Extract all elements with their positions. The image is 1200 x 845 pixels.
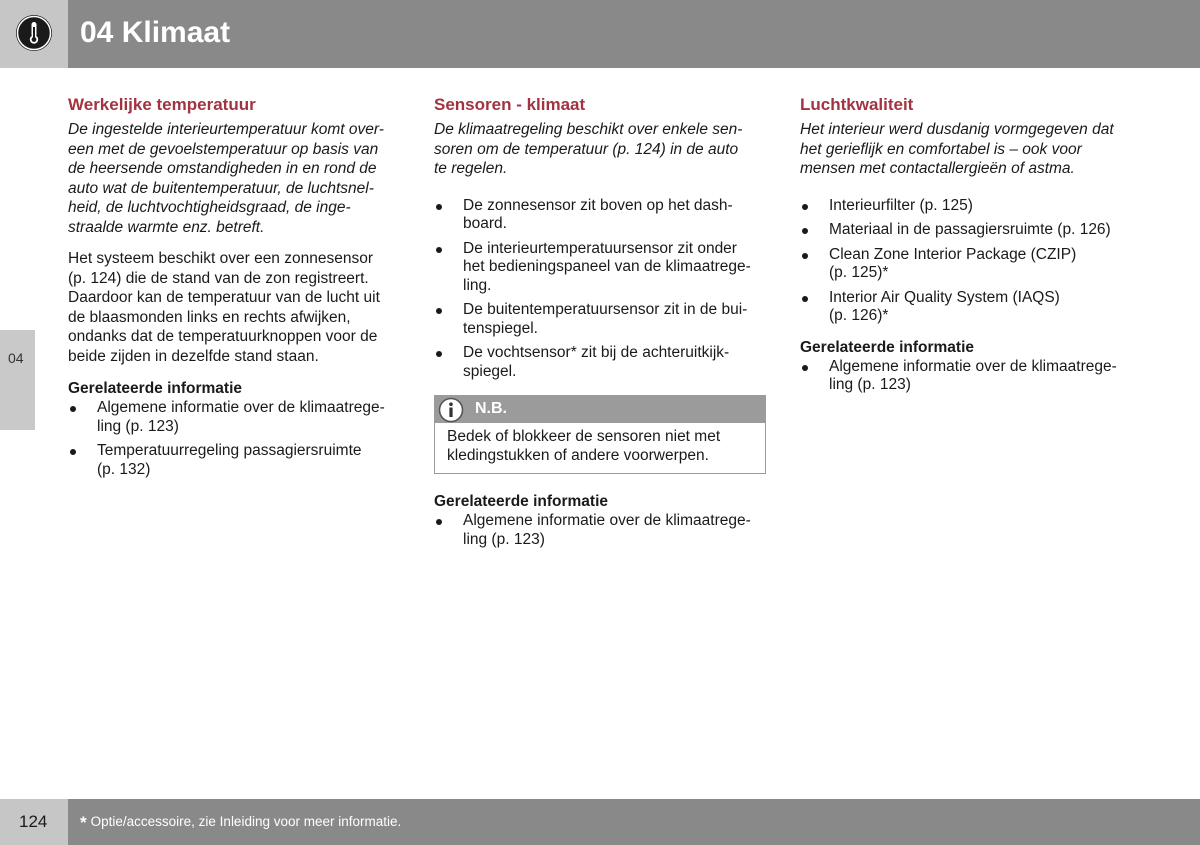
intro-line: straalde warmte enz. betreft.: [68, 218, 265, 236]
section-werkelijke-temperatuur: [68, 94, 408, 493]
list-line: (p. 125)*: [829, 264, 889, 281]
body-line: Daardoor kan de temperatuur van de lucht uit: [68, 289, 380, 306]
body-line: de blaasmonden links en rechts afwijken,: [68, 308, 351, 326]
list-line: Interieurfilter (p. 125): [829, 196, 973, 214]
intro-line: te regelen.: [434, 160, 508, 177]
body-line: Het systeem beschikt over een zonnesensor: [68, 250, 373, 267]
list-item: [434, 197, 769, 234]
list-item: [434, 301, 769, 338]
page-footer: [0, 799, 1200, 845]
page-number-box: [0, 799, 68, 845]
section-title: Sensoren - klimaat: [434, 95, 586, 114]
section-intro: [434, 120, 769, 179]
list-line: De interieurtemperatuursensor zit onder: [463, 239, 737, 257]
related-info-list: [800, 358, 1140, 395]
note-text: [435, 423, 765, 473]
info-icon: [437, 396, 465, 424]
note-header: [435, 396, 765, 423]
intro-line: de heersende omstandigheden in en rond de: [68, 160, 377, 177]
intro-line: heid, de luchtvochtigheidsgraad, de inge-: [68, 199, 351, 216]
related-info-heading: Gerelateerde informatie: [68, 380, 243, 397]
list-item: [800, 246, 1140, 283]
thermometer-icon: [16, 15, 52, 51]
link-line: Algemene informatie over de klimaatrege-: [97, 399, 385, 416]
list-line: De buitentemperatuursensor zit in de bui-: [463, 301, 748, 318]
intro-line: auto wat de buitentemperatuur, de luchtsnel-: [68, 179, 374, 197]
chapter-title: 04 Klimaat: [80, 16, 231, 49]
body-line: (p. 124) die de stand van de zon registreert.: [68, 269, 369, 287]
related-info-list: [434, 512, 769, 549]
list-line: Clean Zone Interior Package (CZIP): [829, 245, 1077, 263]
link-line: Algemene informatie over de klimaatrege-: [463, 512, 751, 529]
list-line: Interior Air Quality System (IAQS): [829, 288, 1060, 306]
list-line: board.: [463, 215, 507, 232]
section-title: Werkelijke temperatuur: [68, 95, 256, 114]
chapter-header: [0, 0, 1200, 68]
intro-line: De klimaatregeling beschikt over enkele sen-: [434, 121, 743, 138]
related-info-link[interactable]: [68, 399, 408, 436]
intro-line: Het interieur werd dusdanig vormgegeven dat: [800, 121, 1114, 138]
section-sensoren-klimaat: [434, 94, 769, 563]
section-intro: [800, 120, 1140, 179]
footnote-text: Optie/accessoire, zie Inleiding voor meer informatie.: [90, 814, 402, 829]
note-line: kledingstukken of andere voorwerpen.: [447, 446, 709, 464]
list-line: tenspiegel.: [463, 319, 538, 337]
list-line: De vochtsensor* zit bij de achteruitkijk-: [463, 344, 730, 361]
related-info-heading: Gerelateerde informatie: [800, 338, 975, 356]
body-line: ondanks dat de temperatuurknoppen voor de: [68, 328, 378, 345]
chapter-side-tab: [0, 330, 35, 430]
list-line: ling.: [463, 276, 492, 294]
list-line: (p. 126)*: [829, 307, 889, 324]
link-line: (p. 132): [97, 460, 151, 478]
related-info-heading: Gerelateerde informatie: [434, 493, 609, 510]
link-line: Temperatuurregeling passagiersruimte: [97, 442, 362, 459]
list-item: [800, 221, 1140, 240]
chapter-icon-box: [0, 0, 68, 68]
related-info-link[interactable]: [434, 512, 769, 549]
intro-line: mensen met contactallergieën of astma.: [800, 160, 1075, 177]
related-info-link[interactable]: [800, 358, 1140, 395]
link-line: ling (p. 123): [97, 417, 179, 435]
sensor-list: [434, 197, 769, 382]
intro-line: het gerieflijk en comfortabel is – ook voor: [800, 140, 1082, 158]
section-body: [68, 249, 408, 366]
link-line: ling (p. 123): [463, 530, 545, 548]
intro-line: een met de gevoelstemperatuur op basis van: [68, 140, 379, 158]
section-intro: [68, 120, 408, 237]
link-line: ling (p. 123): [829, 376, 911, 393]
air-quality-list: [800, 197, 1140, 326]
footnote-star: *: [80, 813, 87, 832]
note-title: N.B.: [475, 400, 507, 417]
note-box: [434, 395, 766, 474]
chapter-side-tab-label: 04: [8, 350, 24, 366]
section-title: Luchtkwaliteit: [800, 95, 914, 114]
section-luchtkwaliteit: [800, 94, 1140, 409]
list-line: het bedieningspaneel van de klimaatrege-: [463, 258, 751, 275]
list-line: De zonnesensor zit boven op het dash-: [463, 196, 733, 214]
list-item: [434, 344, 769, 381]
related-info-link[interactable]: [68, 442, 408, 479]
list-line: Materiaal in de passagiersruimte (p. 126): [829, 221, 1111, 238]
footer-note: [80, 813, 401, 833]
link-line: Algemene informatie over de klimaatrege-: [829, 357, 1117, 375]
list-item: [434, 240, 769, 296]
note-line: Bedek of blokkeer de sensoren niet met: [447, 428, 721, 445]
list-item: [800, 289, 1140, 326]
intro-line: soren om de temperatuur (p. 124) in de auto: [434, 140, 739, 158]
body-line: beide zijden in dezelfde stand staan.: [68, 347, 319, 365]
list-line: spiegel.: [463, 362, 517, 380]
page-number: 124: [19, 812, 48, 831]
related-info-list: [68, 399, 408, 479]
list-item: [800, 197, 1140, 216]
intro-line: De ingestelde interieurtemperatuur komt over-: [68, 121, 384, 138]
